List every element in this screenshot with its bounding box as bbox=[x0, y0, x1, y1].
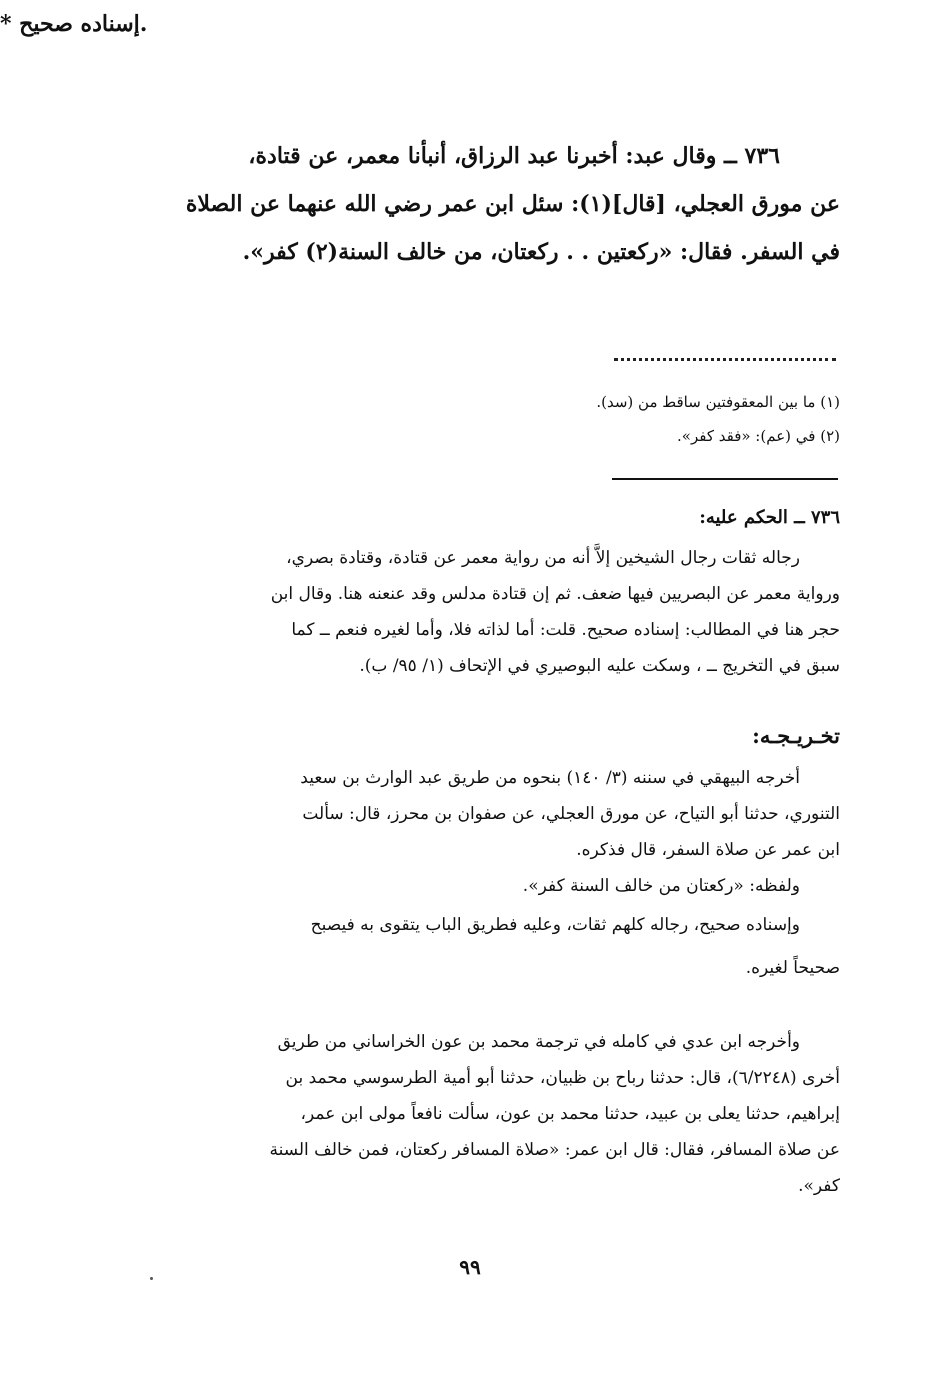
hadith-text bbox=[110, 132, 840, 276]
paragraph-line: ورواية معمر عن البصريين فيها ضعف. ثم إن قتادة مدلس وقد عنعنه هنا. وقال ابن bbox=[270, 584, 840, 604]
paragraph-line: أخرجه البيهقي في سننه (٣/ ١٤٠) بنحوه من طريق عبد الوارث بن سعيد bbox=[300, 768, 800, 788]
footnotes bbox=[440, 385, 840, 453]
paragraph-line: عن صلاة المسافر، فقال: قال ابن عمر: «صلاة المسافر ركعتان، فمن خالف السنة bbox=[269, 1140, 840, 1160]
scan-speck bbox=[150, 1277, 153, 1280]
footnote-separator bbox=[614, 358, 836, 365]
verdict-heading: ٧٣٦ ــ الحكم عليه: bbox=[699, 507, 840, 528]
paragraph-line: إبراهيم، حدثنا يعلى بن عبيد، حدثنا محمد بن عون، سألت نافعاً مولى ابن عمر، bbox=[300, 1104, 840, 1124]
paragraph-line: صحيحاً لغيره. bbox=[745, 958, 840, 978]
isnad-verdict: * إسناده صحيح. bbox=[0, 11, 148, 37]
takhrij-heading: تخـريـجـه: bbox=[752, 723, 840, 748]
takhrij-paragraph bbox=[120, 868, 840, 904]
paragraph-line: أخرى (٦/٢٢٤٨)، قال: حدثنا رباح بن ظبيان، حدثنا أبو أمية الطرسوسي محمد بن bbox=[285, 1068, 840, 1088]
paragraph-line: سبق في التخريج ــ ، وسكت عليه البوصيري في الإتحاف (١/ ٩٥/ ب). bbox=[359, 656, 840, 676]
paragraph-line: رجاله ثقات رجال الشيخين إلاَّ أنه من رواية معمر عن قتادة، وقتادة بصري، bbox=[286, 548, 800, 568]
paragraph-line: حجر هنا في المطالب: إسناده صحيح. قلت: أما لذاته فلا، وأما لغيره فنعم ــ كما bbox=[291, 620, 840, 640]
paragraph-line: التنوري، حدثنا أبو التياح، عن مورق العجلي، عن صفوان بن محرز، قال: سألت bbox=[302, 804, 840, 824]
page-number: ٩٩ bbox=[459, 1255, 481, 1279]
takhrij-paragraph bbox=[120, 760, 840, 868]
footnote: (٢) في (عم): «فقد كفر». bbox=[677, 427, 840, 445]
takhrij-paragraph bbox=[120, 904, 840, 990]
verdict-paragraph bbox=[120, 540, 840, 684]
section-divider bbox=[612, 478, 838, 480]
paragraph-line: وإسناده صحيح، رجاله كلهم ثقات، وعليه فطريق الباب يتقوى به فيصبح bbox=[310, 915, 800, 935]
hadith-line: عن مورق العجلي، [قال](١): سئل ابن عمر رضي الله عنهما عن الصلاة bbox=[185, 191, 840, 217]
paragraph-line: وأخرجه ابن عدي في كامله في ترجمة محمد بن عون الخراساني من طريق bbox=[277, 1032, 800, 1052]
paragraph-line: ابن عمر عن صلاة السفر، قال فذكره. bbox=[576, 840, 840, 860]
takhrij-paragraph bbox=[120, 1024, 840, 1204]
hadith-line: في السفر. فقال: «ركعتين . . ركعتان، من خالف السنة(٢) كفر». bbox=[242, 239, 840, 265]
paragraph-line: ولفظه: «ركعتان من خالف السنة كفر». bbox=[522, 876, 800, 896]
paragraph-line: كفر». bbox=[798, 1176, 840, 1196]
footnote: (١) ما بين المعقوفتين ساقط من (سد). bbox=[596, 393, 840, 411]
hadith-line: ٧٣٦ ــ وقال عبد: أخبرنا عبد الرزاق، أنبأنا معمر، عن قتادة، bbox=[248, 143, 780, 169]
